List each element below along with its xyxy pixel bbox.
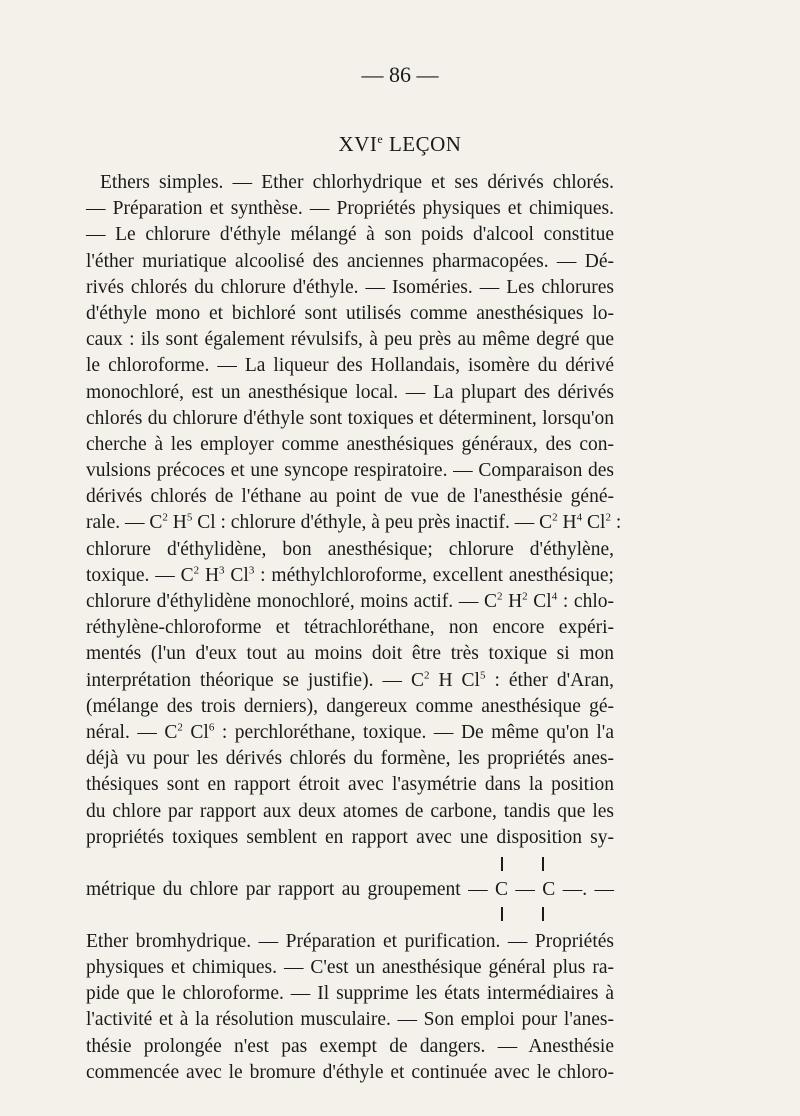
chapter-sup: e xyxy=(377,132,384,146)
text-line: le chloroforme. — La liqueur des Hollandais, isomère du dérivé xyxy=(86,355,614,377)
text-line: dérivés chlorés de l'éthane au point de vue de l'anesthésie géné- xyxy=(86,486,614,508)
text-line: propriétés toxiques semblent en rapport avec une disposition sy- xyxy=(86,826,614,848)
text-line: physiques et chimiques. — C'est un anesthésique général plus ra- xyxy=(86,957,614,979)
chapter-word: LEÇON xyxy=(388,132,462,156)
formula-exponent: 3 xyxy=(219,564,225,577)
text-fragment: Cl xyxy=(182,721,209,743)
text-line: Ether bromhydrique. — Préparation et purification. — Propriétés xyxy=(86,930,614,952)
chapter-title xyxy=(0,132,800,157)
text-fragment: H xyxy=(557,512,577,534)
text-fragment: néral. — C xyxy=(86,721,178,743)
structural-formula-block xyxy=(86,851,614,929)
formula-exponent: 5 xyxy=(479,669,486,682)
text-fragment: Cl xyxy=(224,564,249,586)
formula-exponent: 4 xyxy=(551,590,558,603)
text-fragment: rale. — C xyxy=(86,512,163,534)
text-line: — Le chlorure d'éthyle mélangé à son poids d'alcool constitue xyxy=(86,224,614,246)
text-line: commencée avec le bromure d'éthyle et continuée avec le chloro- xyxy=(86,1061,614,1083)
bond-line-icon xyxy=(542,857,544,871)
formula-line xyxy=(86,510,622,536)
text-line: réthylène-chloroforme et tétrachloréthane, non encore expéri- xyxy=(86,617,614,639)
text-line: thésie prolongée n'est pas exempt de dangers. — Anesthésie xyxy=(86,1035,614,1057)
text-line: l'activité et à la résolution musculaire. — Son emploi pour l'anes- xyxy=(86,1009,614,1031)
text-fragment: : méthylchloroforme, excellent anesthésique; xyxy=(254,564,614,586)
text-line: déjà vu pour les dérivés chlorés du formène, les propriétés anes- xyxy=(86,748,614,770)
text-line: métrique du chlore par rapport au groupement — C — C —. — xyxy=(86,878,614,900)
text-fragment: interprétation théorique se justifie). — C xyxy=(86,669,424,691)
chapter-roman: XVI xyxy=(338,132,378,156)
bond-line-icon xyxy=(501,857,503,871)
text-line: pide que le chloroforme. — Il supprime les états intermédiaires à xyxy=(86,983,614,1005)
formula-line xyxy=(86,668,614,694)
formula-line xyxy=(86,720,614,746)
formula-line xyxy=(86,563,614,589)
text-line: caux : ils sont également révulsifs, à peu près au même degré que xyxy=(86,329,614,351)
text-fragment: : éther d'Aran, xyxy=(485,669,614,691)
bond-line-icon xyxy=(501,907,503,921)
bond-line-icon xyxy=(542,907,544,921)
text-fragment: toxique. — C xyxy=(86,564,194,586)
text-fragment: : perchloréthane, toxique. — De même qu'on l'a xyxy=(214,721,614,743)
text-fragment: H xyxy=(167,512,187,534)
page-number: — 86 — xyxy=(361,62,439,87)
text-fragment: H xyxy=(199,564,220,586)
text-line: thésiques sont en rapport étroit avec l'asymétrie dans la position xyxy=(86,774,614,796)
text-fragment: Cl : chlorure d'éthyle, à peu près inactif. — C xyxy=(192,512,553,534)
formula-exponent: 2 xyxy=(193,564,200,577)
text-line: rivés chlorés du chlorure d'éthyle. — Isoméries. — Les chlorures xyxy=(86,276,614,298)
text-line: l'éther muriatique alcoolisé des anciennes pharmacopées. — Dé- xyxy=(86,250,614,272)
text-fragment: H xyxy=(502,591,523,612)
text-line: (mélange des trois derniers), dangereux comme anesthésique gé- xyxy=(86,695,614,717)
text-line: vulsions précoces et une syncope respiratoire. — Comparaison des xyxy=(86,460,614,482)
text-line: cherche à les employer comme anesthésiques généraux, des con- xyxy=(86,433,614,455)
formula-exponent: 2 xyxy=(522,590,528,603)
text-line: d'éthyle mono et bichloré sont utilisés comme anesthésiques lo- xyxy=(86,302,614,324)
text-fragment: chlorure d'éthylidène monochloré, moins actif. — C xyxy=(86,591,497,612)
formula-exponent: 3 xyxy=(248,564,255,577)
formula-exponent: 2 xyxy=(177,721,183,734)
text-fragment: : chlo- xyxy=(557,591,614,612)
text-line: du chlore par rapport aux deux atomes de carbone, tandis que les xyxy=(86,800,614,822)
text-line: chlorure d'éthylidène, bon anesthésique; chlorure d'éthylène, xyxy=(86,538,614,560)
formula-exponent: 2 xyxy=(552,511,558,524)
formula-exponent: 2 xyxy=(496,590,503,603)
text-fragment: : xyxy=(610,512,622,534)
text-line: mentés (l'un d'eux tout au moins doit être très toxique si mon xyxy=(86,643,614,665)
formula-exponent: 4 xyxy=(576,511,583,524)
formula-exponent: 6 xyxy=(208,721,215,734)
text-fragment: H Cl xyxy=(429,669,480,691)
text-line: — Préparation et synthèse. — Propriétés physiques et chimiques. xyxy=(86,198,614,220)
text-fragment: Cl xyxy=(527,591,552,612)
formula-exponent: 2 xyxy=(162,511,168,524)
body-text xyxy=(86,170,622,1086)
formula-exponent: 5 xyxy=(186,511,193,524)
text-line: Ethers simples. — Ether chlorhydrique et ses dérivés chlorés. xyxy=(100,172,614,193)
formula-exponent: 2 xyxy=(423,669,430,682)
text-line: chlorés du chlorure d'éthyle sont toxiques et déterminent, lorsqu'on xyxy=(86,407,614,429)
formula-exponent: 2 xyxy=(605,511,611,524)
text-fragment: Cl xyxy=(582,512,606,534)
text-line: monochloré, est un anesthésique local. — La plupart des dérivés xyxy=(86,381,614,403)
formula-line xyxy=(86,589,614,615)
